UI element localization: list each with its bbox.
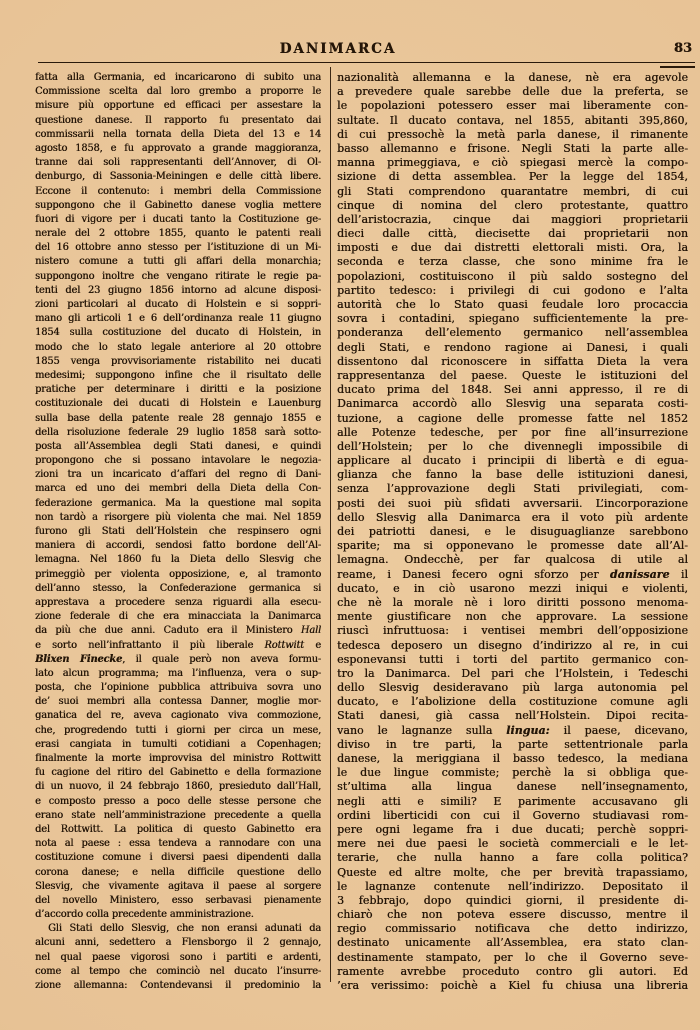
text-line: terarie, che nulla hanno a fare colla politica? — [337, 851, 688, 865]
text-line: 1854 sulla costituzione del ducato di Holstein, in — [35, 327, 321, 339]
text-line: mente giustificare non che approvare. La sessione — [337, 610, 688, 624]
text-line: marca ed uno dei membri della Dieta della Con- — [35, 483, 321, 495]
text-line: che, progredendo tutti i giorni per circa un mese, — [35, 724, 321, 736]
text-line: misure più opportune ed efficaci per assestare la — [35, 100, 321, 112]
text-line: sultate. Il ducato contava, nel 1855, abitanti 395,860, — [337, 113, 688, 127]
text-line: danese, la meriggiana il basso tedesco, la mediana — [337, 752, 688, 765]
text-line: partito tedesco: i privilegi di cui godono e l’alta — [337, 283, 688, 297]
text-line: destinato unicamente all’Assemblea, era stato clan- — [337, 936, 688, 950]
column-divider — [330, 67, 331, 982]
text-line: costituzionale dei ducati di Holstein e Lauenburg — [35, 398, 321, 410]
text-line: Danimarca accordò allo Slesvig una separata costi- — [337, 397, 688, 411]
text-line: negli atti e simili? E parimente accusavano gli — [337, 794, 688, 808]
text-line: zioni particolari al ducato di Holstein e si soppri- — [35, 299, 321, 310]
text-line: del Rottwitt. La politica di questo Gabinetto era — [35, 823, 321, 835]
text-line: mere nei due paesi le società commerciali e le let- — [337, 837, 688, 851]
text-line: a prevedere quale sarebbe delle due la preferta, se — [337, 85, 688, 99]
text-line: costituzione comune i diversi paesi dipendenti dalla — [35, 852, 321, 864]
text-line: ducato prima del 1848. Sei anni appresso, il re di — [337, 383, 688, 397]
text-line: st’ultima alla lingua danese nell’insegnamento, — [337, 780, 688, 794]
text-line: questione danese. Il rapporto fu presentato dai — [35, 114, 321, 126]
text-line: Blixen Finecke, il quale però non aveva formu- — [35, 653, 321, 665]
text-line: modo che lo stato legale anteriore al 20 ottobre — [35, 341, 321, 353]
text-line: diviso in tre parti, la parte settentrionale parla — [337, 737, 688, 751]
text-line: de’ suoi membri alla contessa Danner, moglie mor- — [35, 696, 321, 708]
left-column — [35, 71, 321, 993]
text-line: autorità che lo Stato quasi feudale loro procaccia — [337, 298, 688, 311]
text-line: di un nuovo, il 24 febbrajo 1860, presieduto dall’Hall, — [35, 781, 321, 793]
text-line: glianza che fanno la base delle istituzioni danesi, — [337, 468, 688, 482]
text-line: dello Slesvig desideravano più larga autonomia pel — [337, 681, 688, 695]
text-line: basso allemanno e frisone. Negli Stati la parte alle- — [337, 141, 688, 155]
text-line: applicare al ducato i principii di libertà e di egua- — [337, 454, 688, 468]
text-line: imposti e due dai distretti elettorali misti. Ora, la — [337, 241, 688, 255]
text-line: esponevansi tutti i torti del partito germanico con- — [337, 652, 688, 666]
text-line: chiarò che non poteva essere discusso, mentre il — [337, 908, 688, 922]
text-line: suppongono che il Gabinetto danese voglia mettere — [35, 199, 321, 211]
text-line: dello Slesvig alla Danimarca era il voto più ardente — [337, 510, 688, 524]
text-line: del novello Ministero, esso serbavasi pienamente — [35, 894, 321, 906]
text-line: apprestava a procedere senza riguardi alla esecu- — [35, 596, 321, 608]
text-line: manna primeggiava, e ciò spiegasi mercè la compo- — [337, 156, 688, 170]
text-line: nel qual paese vigorosi sono i partiti e ardenti, — [35, 951, 321, 963]
text-line: senza l’approvazione degli Stati privilegiati, com- — [337, 482, 688, 496]
text-line: posta all’Assemblea degli Stati danesi, e quindi — [35, 440, 321, 452]
text-line: tedesca deposero un disegno d’indirizzo al re, in cui — [337, 638, 688, 652]
text-line: riuscì infruttuosa: i ventisei membri dell’opposizione — [337, 624, 688, 638]
text-line: 3 febbrajo, dopo quindici giorni, il presidente di- — [337, 893, 688, 907]
header-rule-end-dash — [660, 66, 695, 69]
text-line: finalmente la morte improvvisa del ministro Rottwitt — [35, 753, 321, 764]
text-line: lemagna. Nel 1860 fu la Dieta dello Slesvig che — [35, 554, 321, 566]
text-line: denburgo, di Sassonia-Meiningen e delle città libere. — [35, 171, 321, 183]
text-line: 1855 venga provvisoriamente ristabilito nei ducati — [35, 355, 321, 367]
text-line: federazione germanica. Ma la questione mal sopita — [35, 497, 321, 509]
text-line: della risoluzione federale 29 luglio 1858 sarà sotto- — [35, 426, 321, 438]
text-line: rappresentanza del paese. Queste le istituzioni del — [337, 368, 688, 382]
text-line: tenti del 23 giugno 1856 intorno ad alcune disposi- — [35, 284, 321, 296]
text-line: Slesvig, che vivamente agitava il paese al sorgere — [35, 880, 321, 892]
page-number: 83 — [673, 41, 692, 56]
text-line: alcuni anni, sedettero a Flensborgo il 2 gennajo, — [35, 937, 321, 949]
text-line: popolazioni, costituiscono il più saldo sostegno del — [337, 269, 688, 283]
text-line: Queste ed altre molte, che per brevità trapassiamo, — [337, 865, 688, 879]
text-line: nistero comune a tutti gli affari della monarchia; — [35, 256, 321, 268]
text-line: suppongono inoltre che vengano ritirate le regie pa- — [35, 270, 321, 282]
text-line: dell’Holstein; per lo che divennegli impossibile di — [337, 439, 688, 453]
text-line: destinamente stampato, per lo che il Governo seve- — [337, 950, 688, 964]
text-line: Stati danesi, già cassa nell’Holstein. Dipoi recita- — [337, 709, 688, 723]
text-line: degli Stati, e rendono ragione ai Danesi, i quali — [337, 340, 688, 354]
text-line: ducato, e in ciò usarono mezzi iniqui e violenti, — [337, 581, 688, 595]
text-line: maniera di accordi, sendosi fatto bordone dell’Al- — [35, 540, 321, 552]
text-line: ducato, e l’abolizione della costituzione comune agli — [337, 695, 688, 709]
text-line: lemagna. Ondecchè, per far qualcosa di utile al — [337, 553, 688, 567]
text-line: regio commissario notificava che detto indirizzo, — [337, 922, 688, 936]
text-line: nazionalità allemanna e la danese, nè era agevole — [337, 71, 688, 84]
text-line: sparite; ma si opponevano le promesse date all’Al- — [337, 539, 688, 553]
text-line: del 16 ottobre anno stesso per l’istituzione di un Mi- — [35, 242, 321, 254]
text-line: gli Stati comprendono quarantatre membri, di cui — [337, 184, 688, 198]
text-line: posta, che l’opinione pubblica attribuiva sovra uno — [35, 682, 321, 694]
text-line: ponderanza dell’elemento germanico nell’assemblea — [337, 326, 688, 340]
text-line: mano gli articoli 1 e 6 dell’ordinanza reale 11 giugno — [35, 313, 321, 325]
text-line: non tardò a risorgere più violenta che mai. Nel 1859 — [35, 511, 321, 523]
text-line: erano state nell’amministrazione precedente a quella — [35, 809, 321, 821]
text-line: zione federale di che era minacciata la Danimarca — [35, 611, 321, 623]
text-line: sizione di detta assemblea. Per la legge del 1854, — [337, 170, 688, 184]
text-line: dissentono dal riconoscere in siffatta Dieta la vera — [337, 354, 688, 368]
text-line: dell’anno stesso, la Confederazione germanica si — [35, 582, 321, 594]
text-line: ramente avrebbe proceduto contro gli autori. Ed — [337, 964, 688, 978]
text-line: posti dei suoi più sfidati avversarii. L’incorporazione — [337, 496, 688, 510]
text-line: come al tempo che cominciò nel ducato l’insurre- — [35, 965, 321, 977]
text-line: che nè la morale nè i loro diritti possono menoma- — [337, 595, 688, 609]
text-line: fuori di vigore per i ducati tanto la Costituzione ge- — [35, 213, 321, 225]
text-line: tuzione, a cagione delle promesse fatte nel 1852 — [337, 411, 688, 425]
text-line: erasi cangiata in tumulti cotidiani a Copenhagen; — [35, 738, 321, 750]
text-line: fu cagione del ritiro del Gabinetto e della formazione — [35, 767, 321, 779]
text-line: Eccone il contenuto: i membri della Commissione — [35, 185, 321, 197]
text-line: commissarii nella tornata della Dieta del 13 e 14 — [35, 128, 321, 140]
text-line: Gli Stati dello Slesvig, che non eransi adunati da — [48, 923, 321, 935]
text-line: da più che due anni. Caduto era il Ministero Hall — [35, 625, 321, 637]
text-line: zioni tra un incaricato d’affari del regno di Dani- — [35, 469, 321, 481]
text-line: agosto 1858, e fu approvato a grande maggioranza, — [35, 142, 321, 154]
text-line: fatta alla Germania, ed incaricarono di subito una — [35, 72, 321, 83]
text-line: vano le lagnanze sulla lingua: il paese, dicevano, — [337, 723, 688, 737]
text-line: primeggiò per violenta opposizione, e, al tramonto — [35, 568, 321, 580]
text-line: le popolazioni potessero esser mai liberamente con- — [337, 99, 688, 113]
text-line: dieci dalle città, diecisette dai proprietarii non — [337, 227, 688, 241]
text-line: d’accordo colla precedente amministrazione. — [35, 909, 254, 921]
text-line: le due lingue commiste; perchè la si obbliga que- — [337, 766, 688, 780]
text-line: di cui pressochè la metà parla danese, il rimanente — [337, 127, 688, 141]
text-line: ganatica del re, aveva cagionato viva commozione, — [35, 710, 321, 722]
text-line: zione allemanna: Contendevansi il predominio la — [35, 980, 321, 991]
text-line: furono gli Stati dell’Holstein che respinsero ogni — [35, 526, 321, 537]
text-line: e composto presso a poco delle stesse persone che — [35, 795, 321, 807]
page-title: DANIMARCA — [279, 41, 397, 57]
header-rule — [38, 62, 695, 63]
text-line: pere ogni legame fra i due ducati; perchè soppri- — [337, 822, 688, 836]
text-line: tranne dai soli rappresentanti dell’Annover, di Ol- — [35, 157, 321, 169]
text-line: e sorto nell’infrattanto il più liberale Rottwitt e — [35, 639, 321, 651]
text-line: nota al paese : essa tendeva a rannodare con una — [35, 838, 321, 850]
text-line: Commissione scelta dal loro grembo a proporre le — [35, 86, 321, 98]
text-line: le lagnanze contenute nell’indirizzo. Depositato il — [337, 879, 688, 893]
text-line: dei patriotti danesi, e le disuguaglianze sarebbono — [337, 525, 688, 538]
right-column — [337, 71, 688, 993]
text-line: sulla base della patente reale 28 gennajo 1855 e — [35, 412, 321, 424]
text-line: dell’aristocrazia, cinque dai maggiori proprietarii — [337, 212, 688, 226]
text-line: reame, i Danesi fecero ogni sforzo per danissare il — [337, 567, 688, 581]
text-line: cinque di nomina del clero protestante, quattro — [337, 198, 688, 212]
text-line: corona danese; e nella difficile questione dello — [35, 866, 321, 878]
text-line: seconda e terza classe, che sono minime fra le — [337, 255, 688, 269]
text-line: nerale del 2 ottobre 1855, quanto le patenti reali — [35, 228, 321, 240]
text-line: propongono che si possano intavolare le negozia- — [35, 455, 321, 467]
text-line: pratiche per determinare i diritti e la posizione — [35, 384, 321, 396]
text-line: lato alcun programma; ma l’influenza, vera o sup- — [35, 667, 321, 679]
text-line: tro la Danimarca. Del pari che l’Holstein, i Tedeschi — [337, 666, 688, 680]
text-line: ordini liberticidi con cui il Governo studiavasi rom- — [337, 808, 688, 822]
text-line: ’era verissimo: poichè a Kiel fu chiusa una libreria — [337, 979, 688, 992]
text-line: sovra i contadini, spiegano sufficientemente la pre- — [337, 312, 688, 326]
text-line: medesimi; suppongono infine che il risultato delle — [35, 369, 321, 381]
text-line: alle Potenze tedesche, per por fine all’insurrezione — [337, 425, 688, 439]
